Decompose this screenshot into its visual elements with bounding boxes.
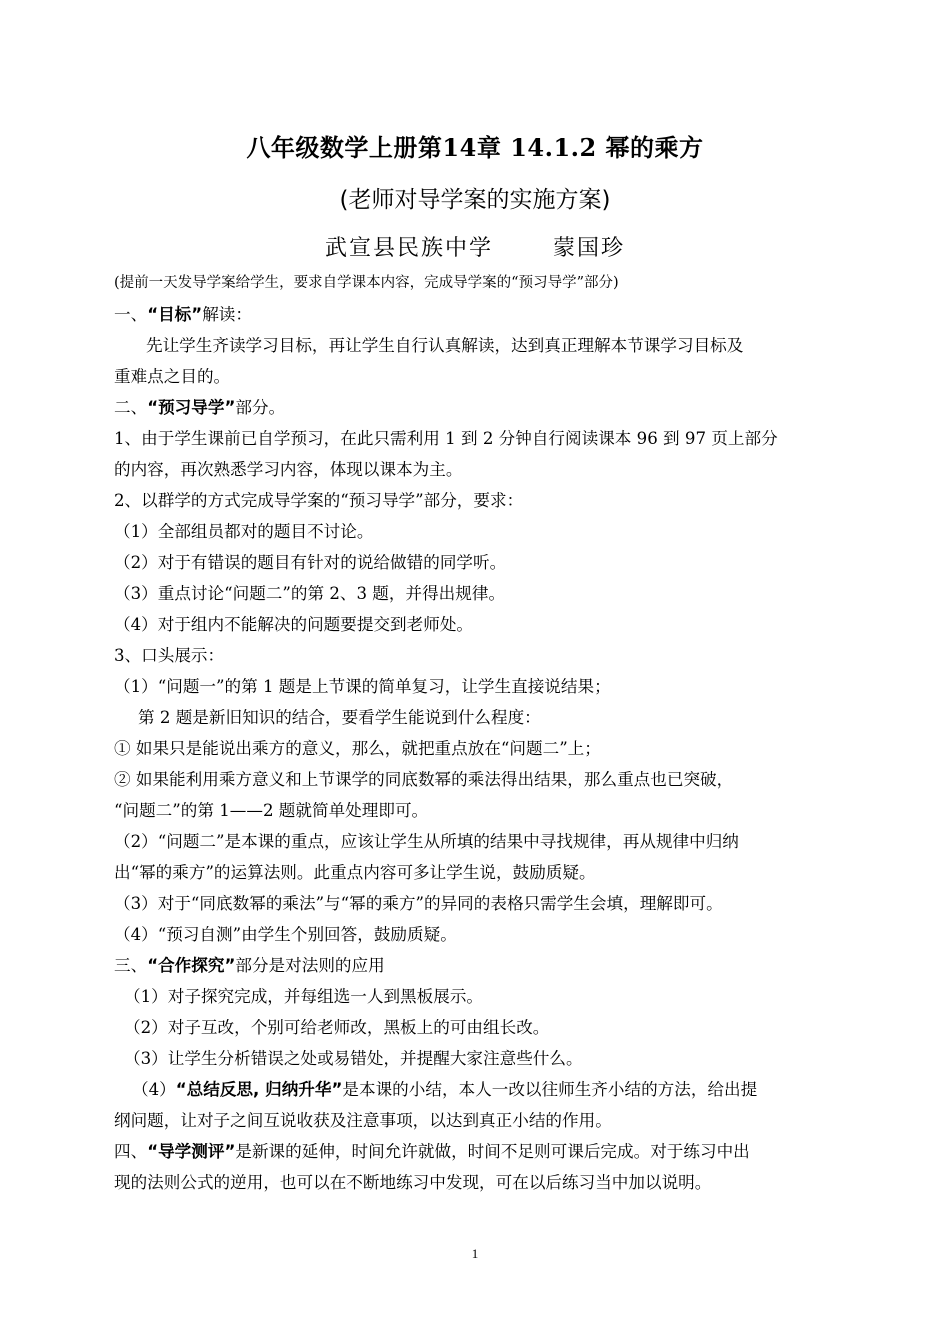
list-item: 3、口头展示：	[114, 646, 225, 665]
section-suffix: 解读：	[202, 305, 252, 324]
section-number: 四、	[114, 1142, 148, 1161]
section-label: “合作探究”	[147, 956, 236, 975]
preparation-note: (提前一天发导学案给学生，要求自学课本内容，完成导学案的“预习导学”部分)	[114, 275, 619, 291]
section-heading-goals	[114, 299, 844, 330]
sub-item-continuation: 出“幂的乘方”的运算法则。此重点内容可多让学生说，鼓励质疑。	[114, 863, 596, 882]
sub-item: （2）“问题二”是本课的重点，应该让学生从所填的结果中寻找规律，再从规律中归纳	[114, 832, 739, 851]
document-body	[114, 299, 844, 1198]
section-label: “导学测评”	[147, 1142, 236, 1161]
section-number: 三、	[114, 956, 148, 975]
document-title: 八年级数学上册第14章 14.1.2 幂的乘方	[246, 133, 704, 162]
case-item: ② 如果能利用乘方意义和上节课学的同底数幂的乘法得出结果，那么重点也已突破，	[114, 770, 734, 789]
task-item: （3）让学生分析错误之处或易错处，并提醒大家注意些什么。	[124, 1049, 583, 1068]
section-heading-preview	[114, 392, 844, 423]
paragraph-line: 重难点之目的。	[114, 367, 231, 386]
section-heading-assessment	[114, 1136, 844, 1167]
task-text: 是本课的小结，本人一改以往师生齐小结的方法，给出提	[342, 1080, 758, 1099]
section-suffix: 部分。	[235, 398, 286, 417]
case-item: ① 如果只是能说出乘方的意义，那么，就把重点放在“问题二”上；	[114, 739, 601, 758]
section-label: “目标”	[147, 305, 203, 324]
task-label: “总结反思, 归纳升华”	[175, 1080, 343, 1099]
task-item-continuation: 纲问题，让对子之间互说收获及注意事项，以达到真正小结的作用。	[114, 1111, 612, 1130]
list-item-continuation: 的内容，再次熟悉学习内容，体现以课本为主。	[114, 460, 463, 479]
section-text: 是新课的延伸，时间允许就做，时间不足则可课后完成。对于练习中出	[235, 1142, 750, 1161]
task-item: （1）对子探究完成，并每组选一人到黑板展示。	[124, 987, 484, 1006]
case-item-continuation: “问题二”的第 1——2 题就简单处理即可。	[114, 801, 429, 820]
author-name: 蒙国珍	[553, 236, 626, 261]
author-line	[0, 234, 950, 264]
task-item: （2）对子互改，个别可给老师改，黑板上的可由组长改。	[124, 1018, 550, 1037]
school-name: 武宣县民族中学	[324, 236, 493, 261]
document-subtitle: (老师对导学案的实施方案)	[339, 187, 611, 213]
sub-item: （4）“预习自测”由学生个别回答，鼓励质疑。	[114, 925, 457, 944]
requirement-item: （2）对于有错误的题目有针对的说给做错的同学听。	[114, 553, 507, 572]
requirement-item: （1）全部组员都对的题目不讨论。	[114, 522, 374, 541]
paragraph-line: 先让学生齐读学习目标，再让学生自行认真解读，达到真正理解本节课学习目标及	[146, 336, 744, 355]
task-item-summary	[114, 1074, 844, 1105]
requirement-item: （4）对于组内不能解决的问题要提交到老师处。	[114, 615, 474, 634]
section-number: 一、	[114, 305, 148, 324]
requirement-item: （3）重点讨论“问题二”的第 2、3 题，并得出规律。	[114, 584, 506, 603]
sub-item: （3）对于“同底数幂的乘法”与“幂的乘方”的异同的表格只需学生会填，理解即可。	[114, 894, 723, 913]
paragraph-line: 现的法则公式的逆用，也可以在不断地练习中发现，可在以后练习当中加以说明。	[114, 1173, 712, 1192]
section-label: “预习导学”	[147, 398, 236, 417]
task-number: （4）	[132, 1080, 176, 1099]
section-number: 二、	[114, 398, 148, 417]
sub-item: （1）“问题一”的第 1 题是上节课的简单复习，让学生直接说结果；	[114, 677, 611, 696]
list-item: 1、由于学生课前已自学预习，在此只需利用 1 到 2 分钟自行阅读课本 96 到 97 页上部分	[114, 429, 778, 448]
page-number: 1	[471, 1246, 479, 1261]
sub-item-continuation: 第 2 题是新旧知识的结合，要看学生能说到什么程度：	[138, 708, 541, 727]
list-item: 2、以群学的方式完成导学案的“预习导学”部分，要求：	[114, 491, 524, 510]
section-heading-cooperation	[114, 950, 844, 981]
section-suffix: 部分是对法则的应用	[235, 956, 385, 975]
